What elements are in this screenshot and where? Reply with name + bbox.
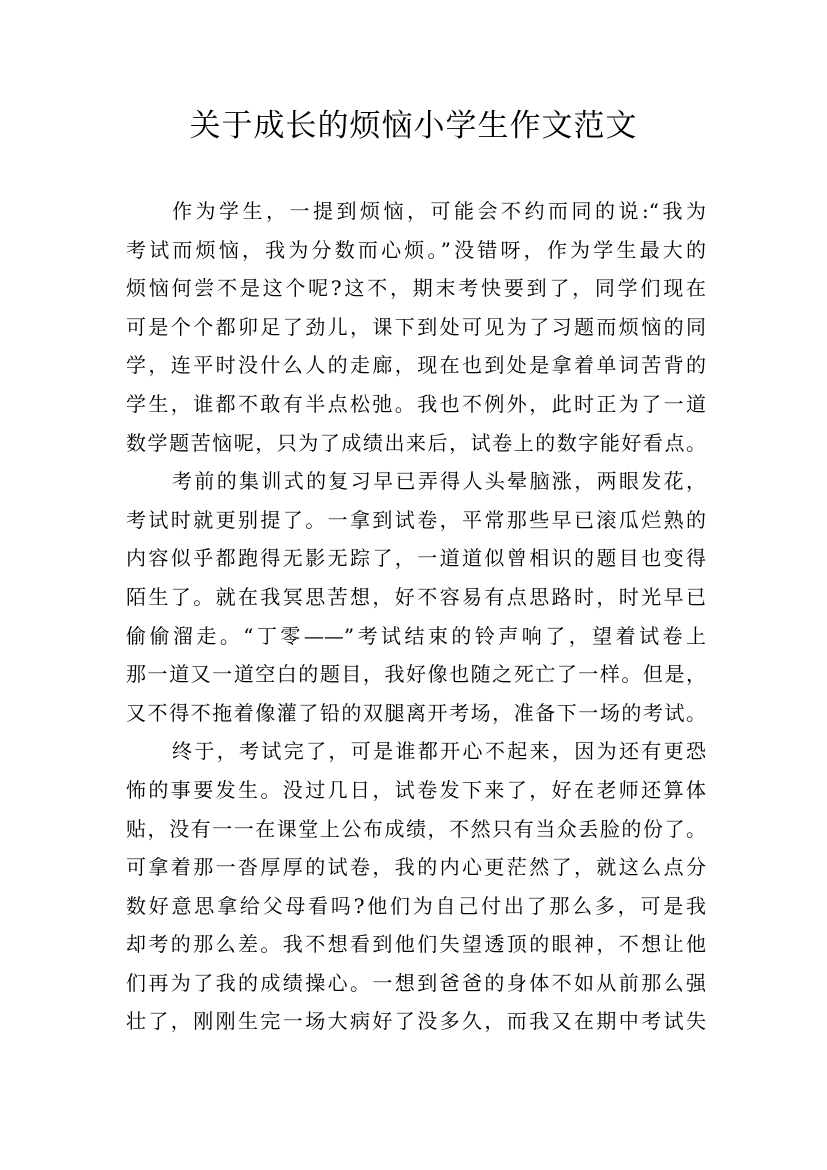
paragraph-3-line-3: 贴，没有一一在课堂上公布成绩，不然只有当众丢脸的份了。 bbox=[126, 816, 706, 841]
paragraph-1-line-4: 可是个个都卯足了劲儿，课下到处可见为了习题而烦恼的同 bbox=[126, 314, 706, 339]
document-title: 关于成长的烦恼小学生作文范文 bbox=[189, 108, 638, 144]
paragraph-1-line-7: 数学题苦恼呢，只为了成绩出来后，试卷上的数字能好看点。 bbox=[126, 430, 706, 455]
paragraph-2-line-1: 考前的集训式的复习早已弄得人头晕脑涨，两眼发花， bbox=[172, 469, 706, 494]
paragraph-1-line-1: 作为学生，一提到烦恼，可能会不约而同的说:“我为 bbox=[172, 199, 706, 223]
paragraph-3-line-6: 却考的那么差。我不想看到他们失望透顶的眼神，不想让他 bbox=[126, 932, 706, 957]
paragraph-3-line-1: 终于，考试完了，可是谁都开心不起来，因为还有更恐 bbox=[172, 739, 706, 764]
paragraph-1-line-5: 学，连平时没什么人的走廊，现在也到处是拿着单词苦背的 bbox=[126, 353, 706, 378]
paragraph-1-line-2: 考试而烦恼，我为分数而心烦。”没错呀，作为学生最大的 bbox=[126, 237, 706, 262]
paragraph-3-line-5: 数好意思拿给父母看吗?他们为自己付出了那么多，可是我 bbox=[126, 893, 706, 918]
paragraph-2-line-4: 陌生了。就在我冥思苦想，好不容易有点思路时，时光早已 bbox=[126, 584, 706, 609]
paragraph-2-line-5: 偷偷溜走。“丁零——”考试结束的铃声响了，望着试卷上 bbox=[126, 623, 706, 648]
paragraph-2-line-7: 又不得不拖着像灌了铅的双腿离开考场，准备下一场的考试。 bbox=[126, 700, 706, 725]
paragraph-2-line-2: 考试时就更别提了。一拿到试卷，平常那些早已滚瓜烂熟的 bbox=[126, 507, 706, 532]
paragraph-3-line-4: 可拿着那一沓厚厚的试卷，我的内心更茫然了，就这么点分 bbox=[126, 855, 706, 880]
paragraph-2-line-3: 内容似乎都跑得无影无踪了，一道道似曾相识的题目也变得 bbox=[126, 546, 706, 571]
paragraph-3-line-2: 怖的事要发生。没过几日，试卷发下来了，好在老师还算体 bbox=[126, 777, 706, 802]
paragraph-2-line-6: 那一道又一道空白的题目，我好像也随之死亡了一样。但是， bbox=[126, 662, 706, 687]
paragraph-3-line-8: 壮了，刚刚生完一场大病好了没多久，而我又在期中考试失 bbox=[126, 1009, 706, 1034]
document-body bbox=[126, 192, 706, 1041]
paragraph-1-line-3: 烦恼何尝不是这个呢?这不，期末考快要到了，同学们现在 bbox=[126, 276, 706, 301]
paragraph-1-line-6: 学生，谁都不敢有半点松弛。我也不例外，此时正为了一道 bbox=[126, 391, 706, 416]
paragraph-3-line-7: 们再为了我的成绩操心。一想到爸爸的身体不如从前那么强 bbox=[126, 970, 706, 995]
